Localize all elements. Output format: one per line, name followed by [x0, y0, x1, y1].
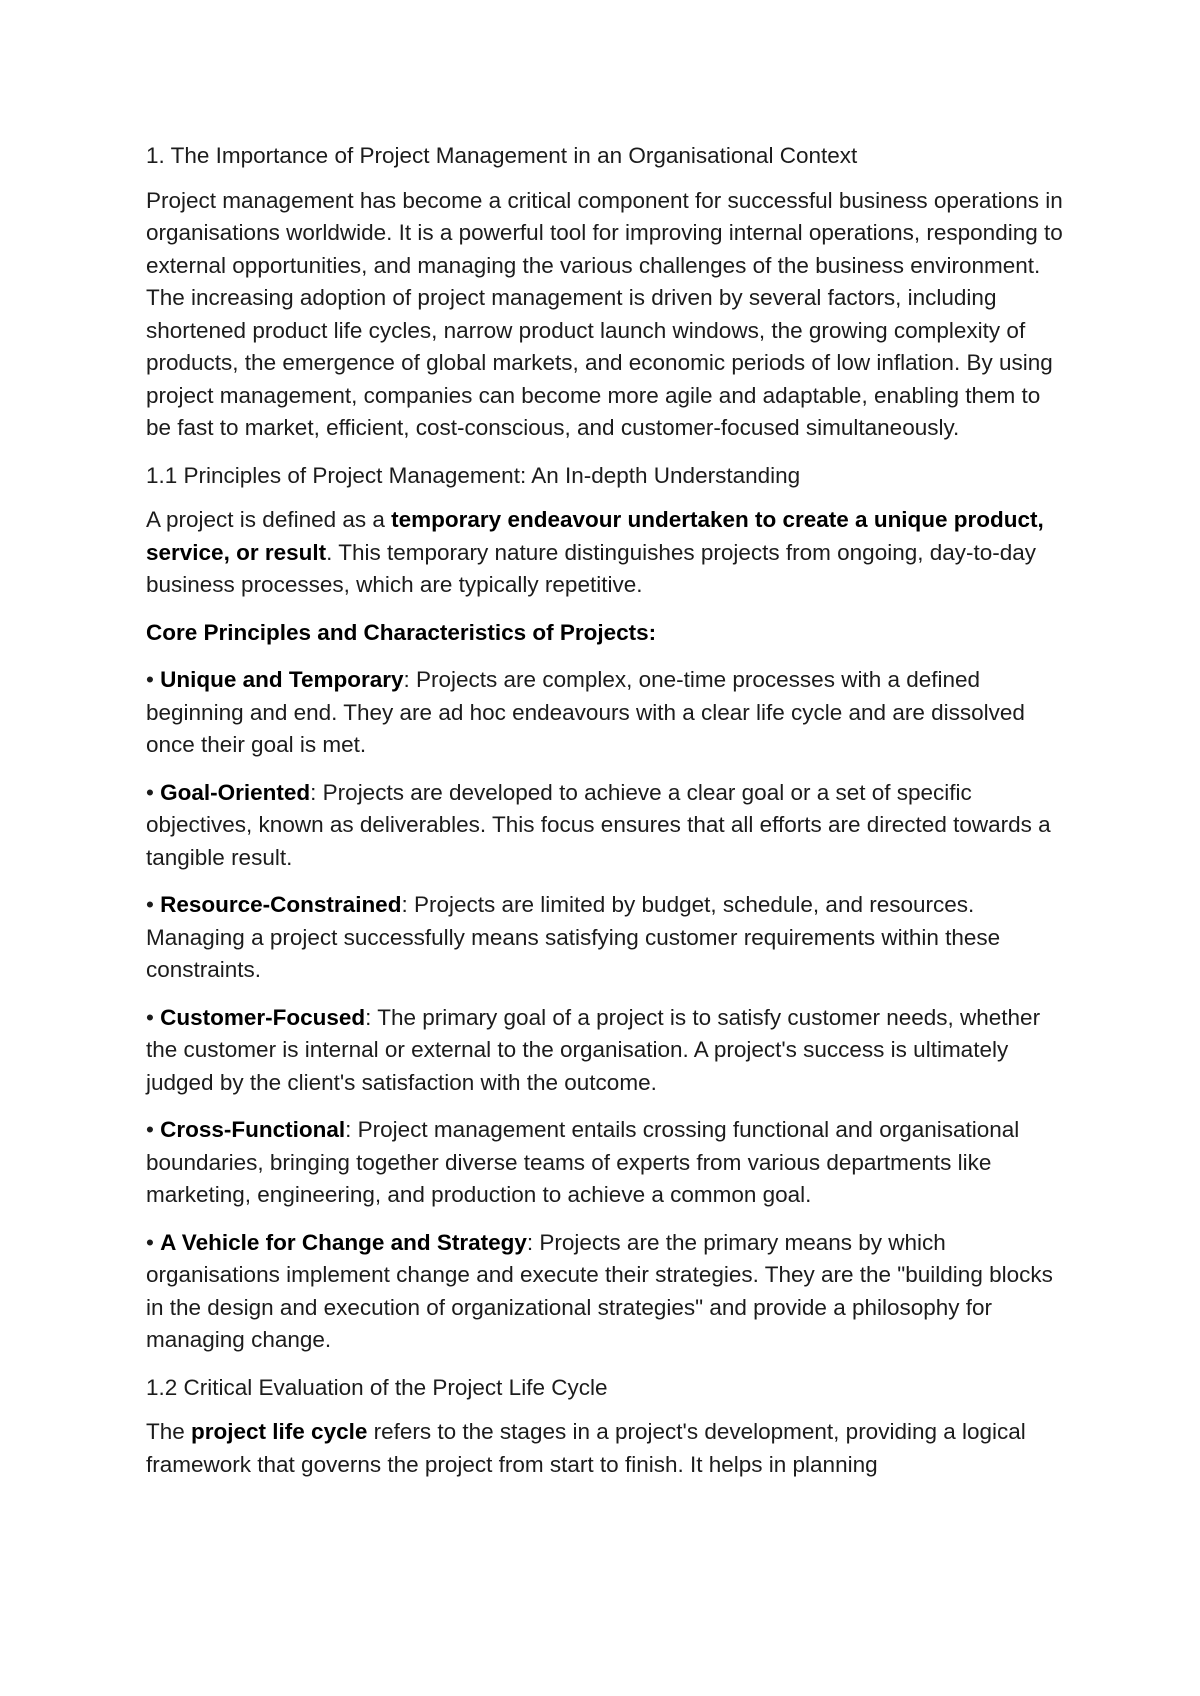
section-1-paragraph: Project management has become a critical component for successful business operations in organisations worldwide. It is a powerful tool for improving internal operations, responding to external opportunities, and managing the various challenges of the business environment. The increasing adoption of project management is driven by several factors, including shortened product life cycles, narrow product launch windows, the growing complexity of products, the emergence of global markets, and economic periods of low inflation. By using project management, companies can become more agile and adaptable, enabling them to be fast to market, efficient, cost-conscious, and customer-focused simultaneously.	[146, 187, 1063, 440]
document-page	[146, 140, 1066, 1496]
bullet-marker: •	[146, 892, 161, 917]
bullet-item	[146, 1114, 1066, 1212]
bullet-term: A Vehicle for Change and Strategy	[160, 1229, 527, 1255]
definition-tail: . This temporary nature distinguishes projects from ongoing, day-to-day business processes, which are typically repetitive.	[146, 539, 1037, 597]
bullet-marker: •	[146, 1117, 161, 1142]
life-cycle-paragraph	[146, 1416, 1066, 1481]
bullet-marker: •	[146, 1229, 161, 1255]
bullet-term: Resource-Constrained	[160, 892, 402, 917]
bullet-text: : Projects are the primary means by which organisations implement change and execute their strategies. They are the "building blocks in the design and execution of organizational strategies" and provide a philosophy for managing change.	[146, 1229, 1053, 1352]
bullet-item	[146, 664, 1066, 762]
section-1-1-heading: 1.1 Principles of Project Management: An In-depth Understanding	[146, 462, 801, 488]
bullet-item	[146, 1227, 1066, 1357]
bullet-term: Unique and Temporary	[160, 667, 404, 692]
bullet-item	[146, 1002, 1066, 1100]
life-cycle-tail: refers to the stages in a project's development, providing a logical framework that governs the project from start to finish. It helps in planning	[146, 1419, 1026, 1477]
bullet-item	[146, 777, 1066, 875]
definition-lead: A project is defined as a	[146, 507, 392, 532]
bullet-text: : The primary goal of a project is to satisfy customer needs, whether the customer is internal or external to the organisation. A project's success is ultimately judged by the client's satisfaction with the outcome.	[146, 1004, 1041, 1095]
bullet-text: : Projects are complex, one-time processes with a defined beginning and end. They are ad hoc endeavours with a clear life cycle and are dissolved once their goal is met.	[146, 667, 1025, 757]
project-definition-paragraph	[146, 504, 1066, 602]
life-cycle-bold: project life cycle	[191, 1419, 368, 1444]
section-1-heading: 1. The Importance of Project Management in an Organisational Context	[146, 143, 858, 168]
bullet-term: Goal-Oriented	[160, 779, 311, 805]
bullet-term: Cross-Functional	[160, 1117, 346, 1142]
bullet-text: : Project management entails crossing functional and organisational boundaries, bringing together diverse teams of experts from various departments like marketing, engineering, and production to achieve a common goal.	[146, 1117, 1020, 1207]
core-principles-subheading	[146, 617, 1066, 650]
bullet-item	[146, 889, 1066, 987]
core-principles-subheading-text: Core Principles and Characteristics of Projects:	[146, 619, 657, 645]
bullet-text: : Projects are limited by budget, schedule, and resources. Managing a project successfully means satisfying customer requirements within these constraints.	[146, 892, 1001, 982]
bullet-term: Customer-Focused	[160, 1004, 366, 1030]
life-cycle-lead: The	[146, 1419, 192, 1444]
bullet-marker: •	[146, 779, 161, 805]
bullet-marker: •	[146, 1004, 161, 1030]
bullet-marker: •	[146, 667, 161, 692]
section-1-2-heading: 1.2 Critical Evaluation of the Project Life Cycle	[146, 1374, 608, 1400]
definition-bold: temporary endeavour undertaken to create a unique product, service, or result	[146, 507, 1044, 565]
bullet-text: : Projects are developed to achieve a clear goal or a set of specific objectives, known as deliverables. This focus ensures that all efforts are directed towards a tangible result.	[146, 779, 1051, 870]
